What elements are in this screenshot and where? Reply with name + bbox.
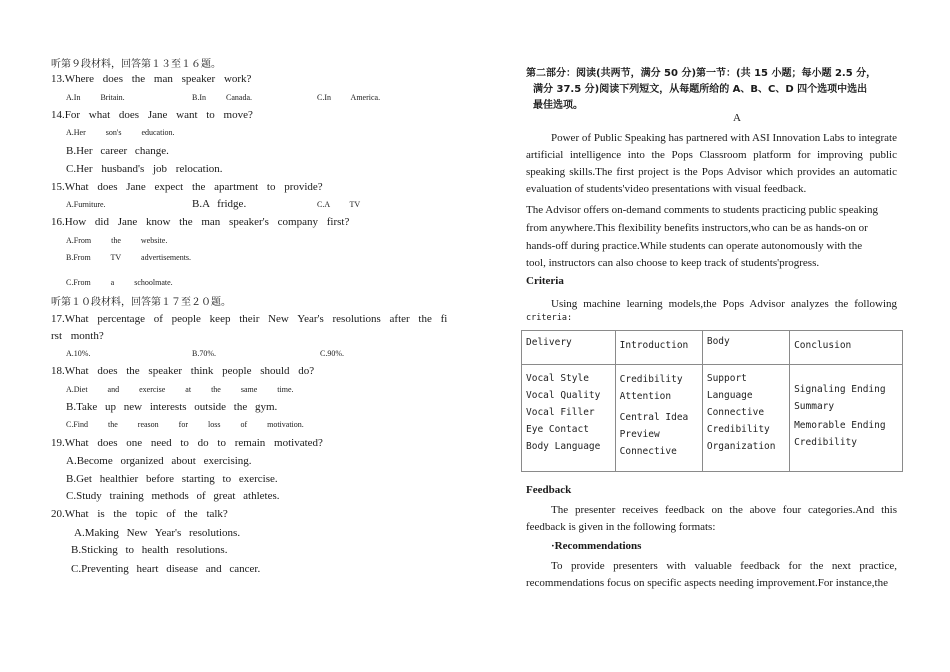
q17-stem-line1: 17.What percentage of people keep their New Year's resolutions after the fi <box>51 313 448 325</box>
criteria-header-body: Body <box>702 331 789 365</box>
passage-paragraph-2-line3: hands-off during practice.While students can operate autonomously with the <box>526 240 863 252</box>
delivery-item: Body Language <box>526 441 601 452</box>
introduction-item: Preview <box>619 429 660 440</box>
section9-header: 听第９段材料，回答第１３至１６题。 <box>51 59 221 70</box>
criteria-header-introduction: Introduction <box>615 331 702 365</box>
criteria-cell-introduction <box>615 365 702 472</box>
q14-option-c: C.Her husband's job relocation. <box>66 163 223 175</box>
criteria-cell-body <box>702 365 789 472</box>
delivery-item: Vocal Style <box>526 373 589 384</box>
q15-option-c: C.A TV <box>317 200 361 209</box>
q13-stem: 13.Where does the man speaker work? <box>51 73 252 85</box>
q18-option-c: C.Find the reason for loss of motivation. <box>66 420 304 429</box>
criteria-table-header-row <box>522 331 903 365</box>
recommendations-paragraph: To provide presenters with valuable feedback for the next practice, recommendations focus on specific aspects needing improvement.For instance,the <box>526 560 897 589</box>
passage-paragraph-1: Power of Public Speaking has partnered with ASI Innovation Labs to integrate artificial intelligence into the Pops Classroom platform for improving public speaking skills.The first project is the Pops Advisor which provides an automatic evaluation of students'video presentations with visual feedback. <box>526 132 897 195</box>
q19-option-c: C.Study training methods of great athletes. <box>66 490 280 502</box>
body-item: Credibility <box>706 424 770 435</box>
passage-paragraph-2-line4: tool, instructors can also choose to keep track of students'progress. <box>526 257 820 269</box>
conclusion-item: Signaling Ending <box>794 384 886 395</box>
q15-option-b: B.A fridge. <box>192 198 247 210</box>
criteria-header-conclusion: Conclusion <box>790 331 903 365</box>
q19-stem: 19.What does one need to do to remain motivated? <box>51 437 323 449</box>
q15-stem: 15.What does Jane expect the apartment to provide? <box>51 181 323 193</box>
body-item: Language <box>706 390 753 401</box>
q14-option-a: A.Her son's education. <box>66 128 175 137</box>
criteria-cell-conclusion <box>790 365 903 472</box>
part2-instructions-line3: 最佳选项。 <box>533 100 583 111</box>
q17-option-a: A.10%. <box>66 349 91 358</box>
q20-option-a: A.Making New Year's resolutions. <box>74 527 241 539</box>
conclusion-item: Summary <box>794 401 835 412</box>
criteria-cell-delivery <box>522 365 616 472</box>
q13-option-b: B.In Canada. <box>192 93 252 102</box>
passage-paragraph-2-line2: from anywhere.This flexibility benefits instructors,who can be as hands-on or <box>526 222 868 234</box>
q16-option-a: A.From the website. <box>66 236 168 245</box>
introduction-item: Central Idea <box>619 412 689 423</box>
passage-paragraph-2-line1: The Advisor offers on-demand comments to students practicing public speaking <box>526 204 879 216</box>
delivery-item: Eye Contact <box>526 424 589 435</box>
body-item: Support <box>706 373 747 384</box>
body-item: Connective <box>706 407 765 418</box>
introduction-item: Attention <box>619 391 672 402</box>
section10-header: 听第１０段材料，回答第１７至２０题。 <box>51 297 231 308</box>
q16-stem: 16.How did Jane know the man speaker's company first? <box>51 216 350 228</box>
delivery-item: Vocal Quality <box>526 390 601 401</box>
passage-letter: A <box>733 112 741 124</box>
q17-stem-line2: rst month? <box>51 330 104 342</box>
q13-option-a: A.In Britain. <box>66 93 125 102</box>
introduction-item: Connective <box>619 446 677 457</box>
q19-option-b: B.Get healthier before starting to exercise. <box>66 473 278 485</box>
conclusion-item: Credibility <box>794 437 857 448</box>
q20-option-b: B.Sticking to health resolutions. <box>71 544 228 556</box>
q18-option-a: A.Diet and exercise at the same time. <box>66 385 294 394</box>
q16-option-c: C.From a schoolmate. <box>66 278 173 287</box>
criteria-table <box>521 330 903 472</box>
part2-instructions-line1: 第二部分：阅读(共两节，满分 50 分)第一节：(共 15 小题；每小题 2.5 分， <box>526 68 877 79</box>
recommendations-heading: ·Recommendations <box>551 540 642 552</box>
q17-option-c: C.90%. <box>320 349 344 358</box>
criteria-intro-end: criteria: <box>526 313 573 323</box>
q18-stem: 18.What does the speaker think people should do? <box>51 365 315 377</box>
q17-option-b: B.70%. <box>192 349 216 358</box>
q15-option-a: A.Furniture. <box>66 200 106 209</box>
criteria-header-delivery: Delivery <box>522 331 616 365</box>
conclusion-item: Memorable Ending <box>794 420 886 431</box>
q19-option-a: A.Become organized about exercising. <box>66 455 252 467</box>
part2-instructions-line2: 满分 37.5 分)阅读下列短文，从每题所给的 A、B、C、D 四个选项中选出 <box>533 84 868 95</box>
q20-option-c: C.Preventing heart disease and cancer. <box>71 563 261 575</box>
q20-stem: 20.What is the topic of the talk? <box>51 508 228 520</box>
q18-option-b: B.Take up new interests outside the gym. <box>66 401 278 413</box>
q13-option-c: C.In America. <box>317 93 381 102</box>
feedback-heading: Feedback <box>526 484 572 496</box>
criteria-table-body-row <box>522 365 903 472</box>
introduction-item: Credibility <box>619 374 683 385</box>
q14-stem: 14.For what does Jane want to move? <box>51 109 253 121</box>
criteria-heading: Criteria <box>526 275 564 287</box>
criteria-intro: Using machine learning models,the Pops Advisor analyzes the following <box>551 298 897 310</box>
body-item: Organization <box>706 441 776 452</box>
q14-option-b: B.Her career change. <box>66 145 169 157</box>
q16-option-b: B.From TV advertisements. <box>66 253 192 262</box>
delivery-item: Vocal Filler <box>526 407 595 418</box>
feedback-paragraph: The presenter receives feedback on the above four categories.And this feedback is given in the following formats: <box>526 504 897 533</box>
